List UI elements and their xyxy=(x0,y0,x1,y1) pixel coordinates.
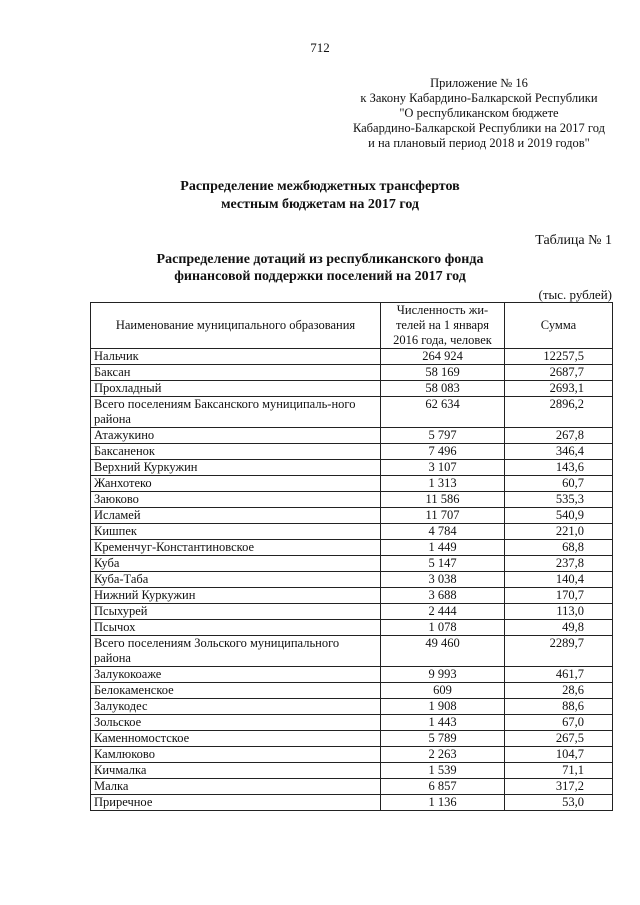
municipality-name: Заюково xyxy=(91,492,381,508)
municipality-name: Малка xyxy=(91,779,381,795)
table-header-row xyxy=(91,303,613,349)
population-value: 5 789 xyxy=(381,731,505,747)
sum-value: 28,6 xyxy=(505,683,613,699)
population-value: 1 908 xyxy=(381,699,505,715)
sum-value: 113,0 xyxy=(505,604,613,620)
table-title xyxy=(0,251,640,285)
header-sum: Сумма xyxy=(505,303,613,349)
table-row xyxy=(91,492,613,508)
sum-value: 535,3 xyxy=(505,492,613,508)
table-row xyxy=(91,556,613,572)
table-row xyxy=(91,731,613,747)
table-row xyxy=(91,508,613,524)
appendix-line: "О республиканском бюджете xyxy=(399,106,559,120)
appendix-line: Приложение № 16 xyxy=(430,76,528,90)
municipality-name: Каменномостское xyxy=(91,731,381,747)
population-value: 2 444 xyxy=(381,604,505,620)
population-value: 3 688 xyxy=(381,588,505,604)
municipality-name: Нальчик xyxy=(91,349,381,365)
population-value: 11 586 xyxy=(381,492,505,508)
table-row xyxy=(91,636,613,667)
table-row xyxy=(91,763,613,779)
population-value: 1 078 xyxy=(381,620,505,636)
municipality-name: Жанхотеко xyxy=(91,476,381,492)
appendix-line: к Закону Кабардино-Балкарской Республики xyxy=(360,91,598,105)
population-value: 1 313 xyxy=(381,476,505,492)
sum-value: 461,7 xyxy=(505,667,613,683)
subsidy-table xyxy=(90,302,613,811)
population-value: 49 460 xyxy=(381,636,505,667)
municipality-name: Камлюково xyxy=(91,747,381,763)
appendix-line: Кабардино-Балкарской Республики на 2017 год xyxy=(352,121,605,135)
municipality-name: Всего поселениям Баксанского муниципаль-ного района xyxy=(91,397,381,428)
sum-value: 140,4 xyxy=(505,572,613,588)
population-value: 58 083 xyxy=(381,381,505,397)
population-value: 609 xyxy=(381,683,505,699)
sum-value: 104,7 xyxy=(505,747,613,763)
appendix-note xyxy=(353,76,605,151)
municipality-name: Куба-Таба xyxy=(91,572,381,588)
sum-value: 221,0 xyxy=(505,524,613,540)
sum-value: 2896,2 xyxy=(505,397,613,428)
table-row xyxy=(91,667,613,683)
table-row xyxy=(91,715,613,731)
population-value: 1 449 xyxy=(381,540,505,556)
table-number: Таблица № 1 xyxy=(535,233,612,248)
population-value: 5 797 xyxy=(381,428,505,444)
header-population-line: 2016 года, человек xyxy=(393,333,492,347)
title-line: Распределение межбюджетных трансфертов xyxy=(180,179,460,194)
population-value: 5 147 xyxy=(381,556,505,572)
table-row xyxy=(91,572,613,588)
municipality-name: Верхний Куркужин xyxy=(91,460,381,476)
sum-value: 53,0 xyxy=(505,795,613,811)
header-population-line: Численность жи- xyxy=(396,303,489,317)
municipality-name: Приречное xyxy=(91,795,381,811)
sum-value: 68,8 xyxy=(505,540,613,556)
municipality-name: Кичмалка xyxy=(91,763,381,779)
page-number: 712 xyxy=(310,40,330,55)
table-row xyxy=(91,476,613,492)
table-body xyxy=(91,349,613,811)
table-row xyxy=(91,588,613,604)
municipality-name: Исламей xyxy=(91,508,381,524)
document-title xyxy=(0,178,640,214)
table-row xyxy=(91,604,613,620)
population-value: 3 107 xyxy=(381,460,505,476)
table-row xyxy=(91,699,613,715)
municipality-name: Зольское xyxy=(91,715,381,731)
sum-value: 540,9 xyxy=(505,508,613,524)
table-row xyxy=(91,460,613,476)
table-row xyxy=(91,779,613,795)
sum-value: 2693,1 xyxy=(505,381,613,397)
title-line: местным бюджетам на 2017 год xyxy=(220,197,420,212)
table-row xyxy=(91,747,613,763)
population-value: 1 539 xyxy=(381,763,505,779)
sum-value: 60,7 xyxy=(505,476,613,492)
table-row xyxy=(91,540,613,556)
sum-value: 12257,5 xyxy=(505,349,613,365)
population-value: 264 924 xyxy=(381,349,505,365)
table-row xyxy=(91,683,613,699)
population-value: 58 169 xyxy=(381,365,505,381)
sum-value: 267,5 xyxy=(505,731,613,747)
header-population-line: телей на 1 января xyxy=(395,318,490,332)
sum-value: 237,8 xyxy=(505,556,613,572)
table-row xyxy=(91,365,613,381)
sum-value: 317,2 xyxy=(505,779,613,795)
population-value: 62 634 xyxy=(381,397,505,428)
table-row xyxy=(91,349,613,365)
municipality-name: Атажукино xyxy=(91,428,381,444)
table-row xyxy=(91,524,613,540)
municipality-name: Белокаменское xyxy=(91,683,381,699)
table-row xyxy=(91,381,613,397)
sum-value: 267,8 xyxy=(505,428,613,444)
population-value: 6 857 xyxy=(381,779,505,795)
municipality-name: Залукокоаже xyxy=(91,667,381,683)
municipality-name: Псычох xyxy=(91,620,381,636)
sum-value: 71,1 xyxy=(505,763,613,779)
population-value: 1 136 xyxy=(381,795,505,811)
sum-value: 143,6 xyxy=(505,460,613,476)
municipality-name: Баксан xyxy=(91,365,381,381)
population-value: 3 038 xyxy=(381,572,505,588)
appendix-line: и на плановый период 2018 и 2019 годов" xyxy=(368,136,590,150)
municipality-name: Всего поселениям Зольского муниципального района xyxy=(91,636,381,667)
sum-value: 67,0 xyxy=(505,715,613,731)
municipality-name: Прохладный xyxy=(91,381,381,397)
header-population xyxy=(381,303,505,349)
municipality-name: Баксаненок xyxy=(91,444,381,460)
sum-value: 49,8 xyxy=(505,620,613,636)
table-title-line: финансовой поддержки поселений на 2017 год xyxy=(174,269,466,284)
sum-value: 2289,7 xyxy=(505,636,613,667)
table-row xyxy=(91,795,613,811)
population-value: 9 993 xyxy=(381,667,505,683)
header-name: Наименование муниципального образования xyxy=(91,303,381,349)
municipality-name: Кишпек xyxy=(91,524,381,540)
municipality-name: Куба xyxy=(91,556,381,572)
table-row xyxy=(91,428,613,444)
municipality-name: Псыхурей xyxy=(91,604,381,620)
table-row xyxy=(91,620,613,636)
population-value: 4 784 xyxy=(381,524,505,540)
table-title-line: Распределение дотаций из республиканского фонда xyxy=(156,252,484,267)
sum-value: 2687,7 xyxy=(505,365,613,381)
municipality-name: Кременчуг-Константиновское xyxy=(91,540,381,556)
table-row xyxy=(91,397,613,428)
sum-value: 170,7 xyxy=(505,588,613,604)
municipality-name: Нижний Куркужин xyxy=(91,588,381,604)
population-value: 11 707 xyxy=(381,508,505,524)
sum-value: 88,6 xyxy=(505,699,613,715)
table-row xyxy=(91,444,613,460)
units-label: (тыс. рублей) xyxy=(538,287,612,302)
population-value: 7 496 xyxy=(381,444,505,460)
municipality-name: Залукодес xyxy=(91,699,381,715)
sum-value: 346,4 xyxy=(505,444,613,460)
population-value: 1 443 xyxy=(381,715,505,731)
population-value: 2 263 xyxy=(381,747,505,763)
